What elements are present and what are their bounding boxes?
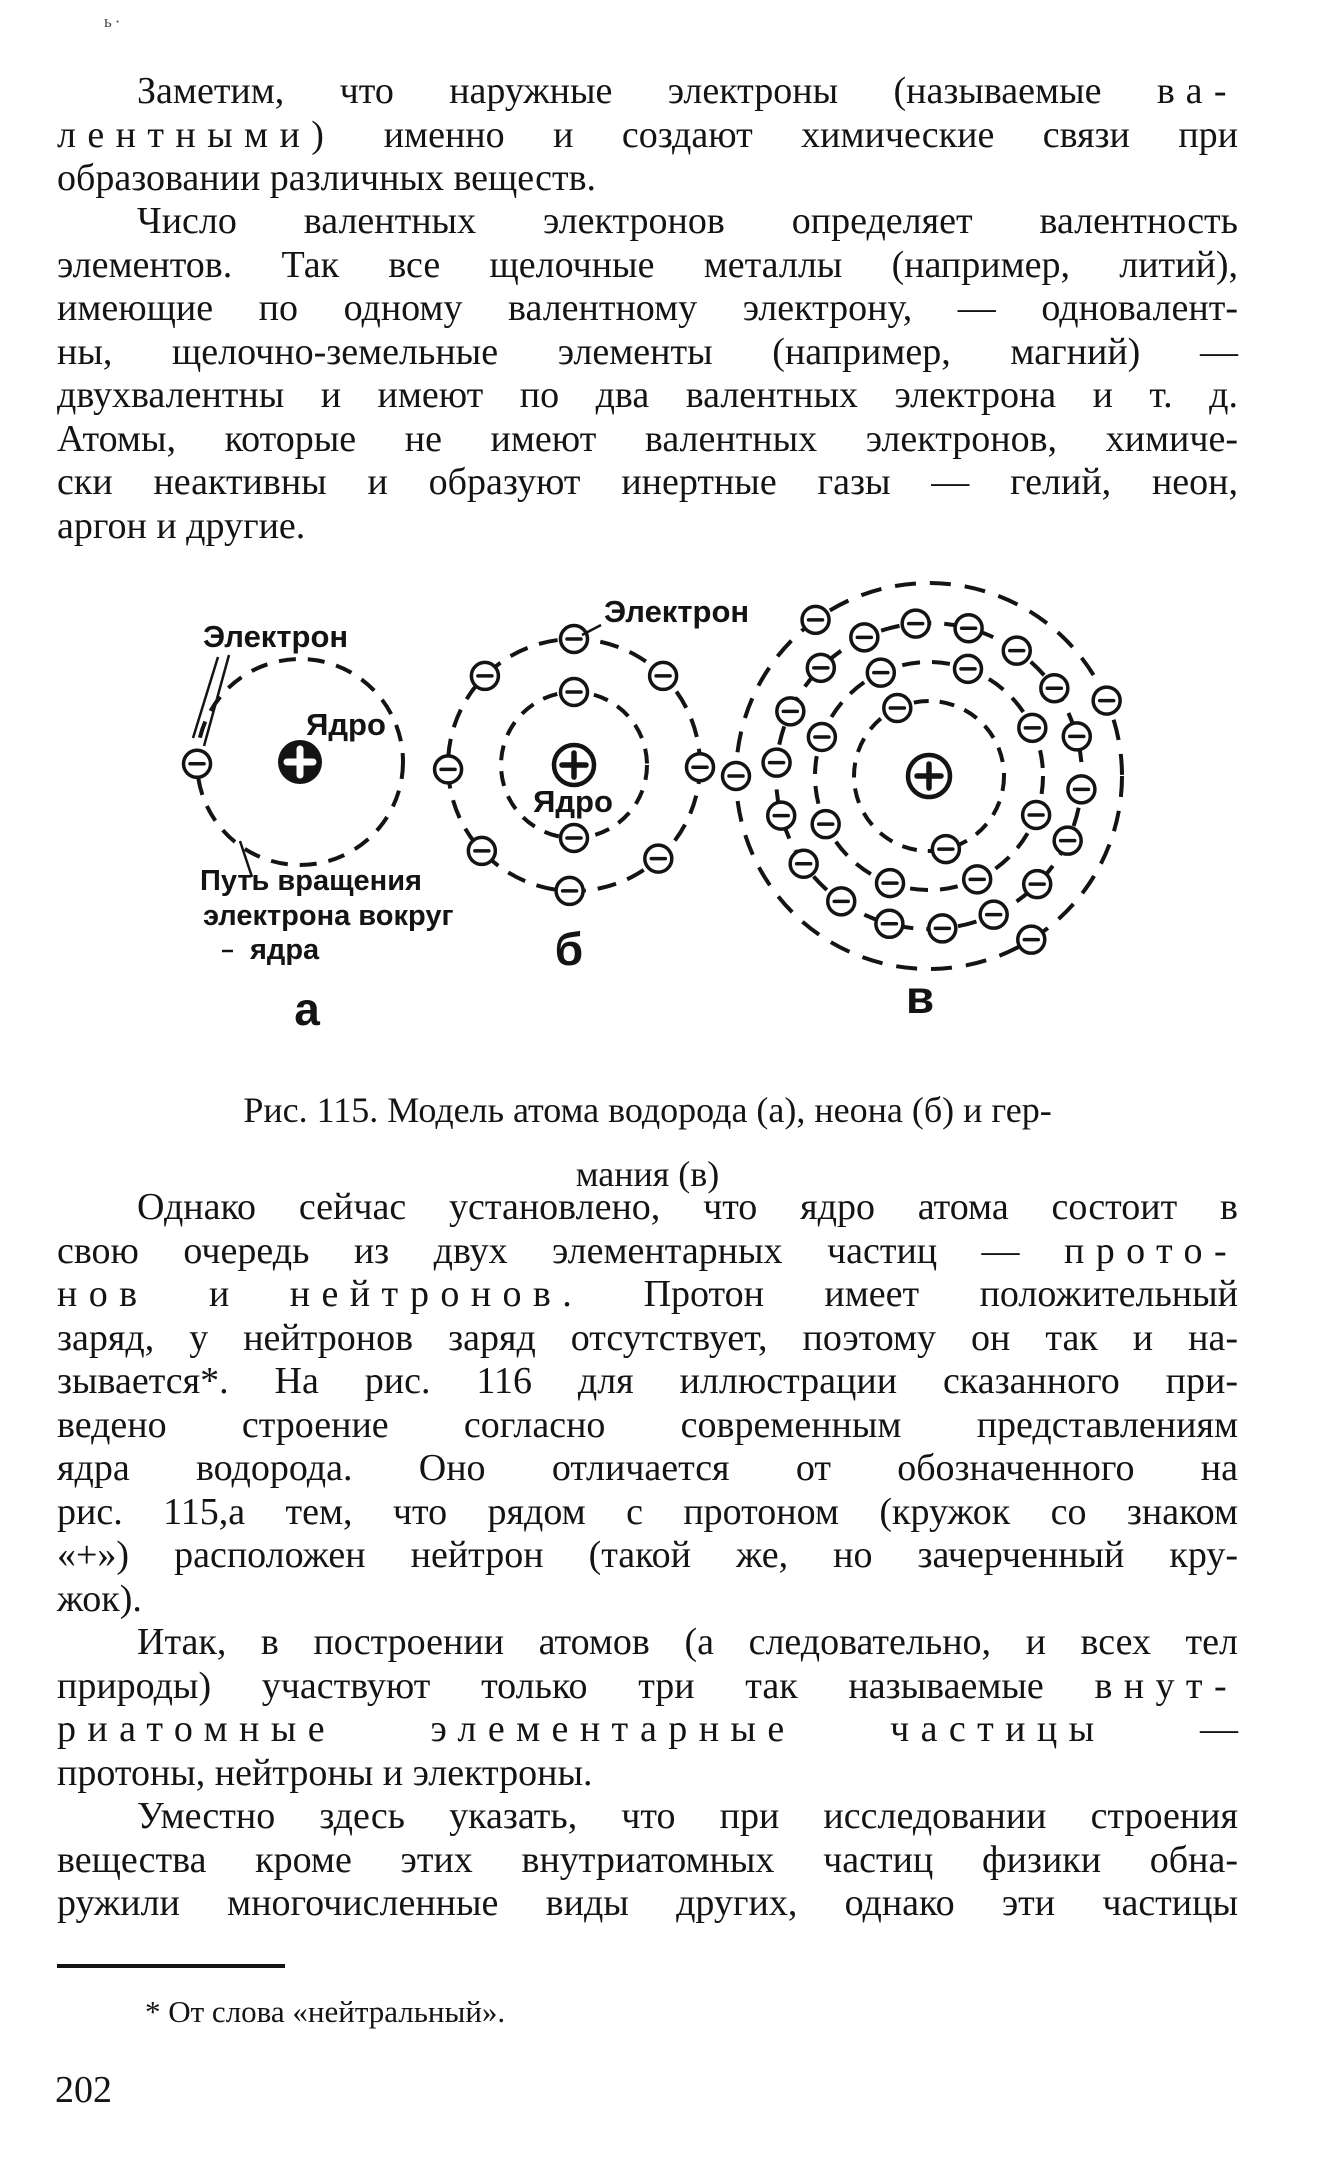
letterspaced-text: внут- xyxy=(1094,1664,1238,1707)
electron-label-b: Электрон xyxy=(604,594,750,629)
text-line: заряд, у нейтронов заряд отсутствует, поэтому он так и на- xyxy=(57,1316,1238,1359)
germanium-atom xyxy=(723,583,1123,969)
letterspaced-text: нейтронов. xyxy=(289,1273,584,1315)
text-line: имеющие по одному валентному электрону, — одновалент- xyxy=(57,287,1238,329)
leader-line xyxy=(204,655,229,746)
text-line: аргон и другие. xyxy=(57,504,306,547)
letterspaced-text: риатомные xyxy=(57,1708,336,1750)
paragraph-valence-intro xyxy=(57,70,1238,201)
text-line: Уместно здесь указать, что при исследовании строения xyxy=(137,1795,1238,1837)
nucleus-label-a: Ядро xyxy=(306,707,386,742)
text-line: ски неактивны и образуют инертные газы — гелий, неон, xyxy=(57,461,1238,503)
scan-artifact: ь· xyxy=(104,12,124,31)
text-line: природы) участвуют только три так называемые внут- xyxy=(57,1664,1238,1707)
letterspaced-text: лентными) xyxy=(57,113,336,156)
text-line: жок). xyxy=(57,1577,142,1620)
text-line: ведено строение согласно современным представлениям xyxy=(57,1403,1238,1446)
orbit-path-label-2: электрона вокруг xyxy=(203,900,454,932)
sub-label-a: а xyxy=(294,983,320,1035)
paragraph-nucleus-structure xyxy=(57,1186,1238,1621)
text-line: свою очередь из двух элементарных частиц — прото- xyxy=(57,1229,1238,1272)
text-line: ружили многочисленные виды других, однако эти частицы xyxy=(57,1882,1238,1924)
text-line: нов и нейтронов. Протон имеет положительный xyxy=(57,1273,1238,1315)
footnote: * От слова «нейтральный». xyxy=(145,1994,506,2029)
letterspaced-text: прото- xyxy=(1064,1229,1238,1272)
text-line: ны, щелочно-земельные элементы (например, магний) — xyxy=(57,330,1238,373)
sub-label-b: б xyxy=(554,923,584,975)
text-line: Заметим, что наружные электроны (называемые ва- xyxy=(137,70,1238,112)
letterspaced-text: ва- xyxy=(1156,70,1238,112)
figure-atoms xyxy=(0,545,1328,1055)
paragraph-three-particles xyxy=(57,1621,1238,1795)
page-number: 202 xyxy=(55,2069,112,2111)
orbit-path-label-3: ядра xyxy=(250,934,320,966)
letterspaced-text: нов xyxy=(57,1273,149,1315)
text-line: двухвалентны и имеют по два валентных электрона и т. д. xyxy=(57,374,1238,416)
text-line: Число валентных электронов определяет валентность xyxy=(137,200,1238,242)
letterspaced-text: элементарные xyxy=(430,1708,796,1750)
text-line: вещества кроме этих внутриатомных частиц физики обна- xyxy=(57,1838,1238,1881)
neon-atom xyxy=(435,626,714,905)
text-line: протоны, нейтроны и электроны. xyxy=(57,1751,593,1794)
text-line: зывается*. На рис. 116 для иллюстрации сказанного при- xyxy=(57,1360,1238,1402)
paragraph-valence-count xyxy=(57,200,1238,548)
text-line: рис. 115,а тем, что рядом с протоном (кружок со знаком xyxy=(57,1490,1238,1533)
paragraph-other-particles xyxy=(57,1795,1238,1926)
text-line: образовании различных веществ. xyxy=(57,157,597,199)
text-line: Однако сейчас установлено, что ядро атома состоит в xyxy=(137,1186,1238,1228)
sub-label-v: в xyxy=(905,971,935,1023)
text-line: «+») расположен нейтрон (такой же, но зачерченный кру- xyxy=(57,1534,1238,1576)
caption-line-1: Рис. 115. Модель атома водорода (а), неона (б) и гер- xyxy=(243,1090,1052,1130)
caption-line-2: мания (в) xyxy=(575,1154,720,1194)
footnote-divider xyxy=(57,1964,285,1968)
text-line: лентными) именно и создают химические связи при xyxy=(57,113,1238,156)
nucleus-label-b: Ядро xyxy=(533,784,613,819)
electron-label-a: Электрон xyxy=(203,619,349,654)
text-line: риатомные элементарные частицы — xyxy=(57,1708,1239,1750)
hydrogen-atom xyxy=(184,659,403,865)
orbit-path-label-1: Путь вращения xyxy=(200,865,422,897)
text-line: ядра водорода. Оно отличается от обозначенного на xyxy=(57,1447,1238,1489)
letterspaced-text: частицы xyxy=(890,1708,1106,1750)
text-line: элементов. Так все щелочные металлы (например, литий), xyxy=(57,243,1238,286)
text-line: Итак, в построении атомов (а следовательно, и всех тел xyxy=(137,1621,1238,1663)
text-line: Атомы, которые не имеют валентных электронов, химиче- xyxy=(57,417,1238,460)
